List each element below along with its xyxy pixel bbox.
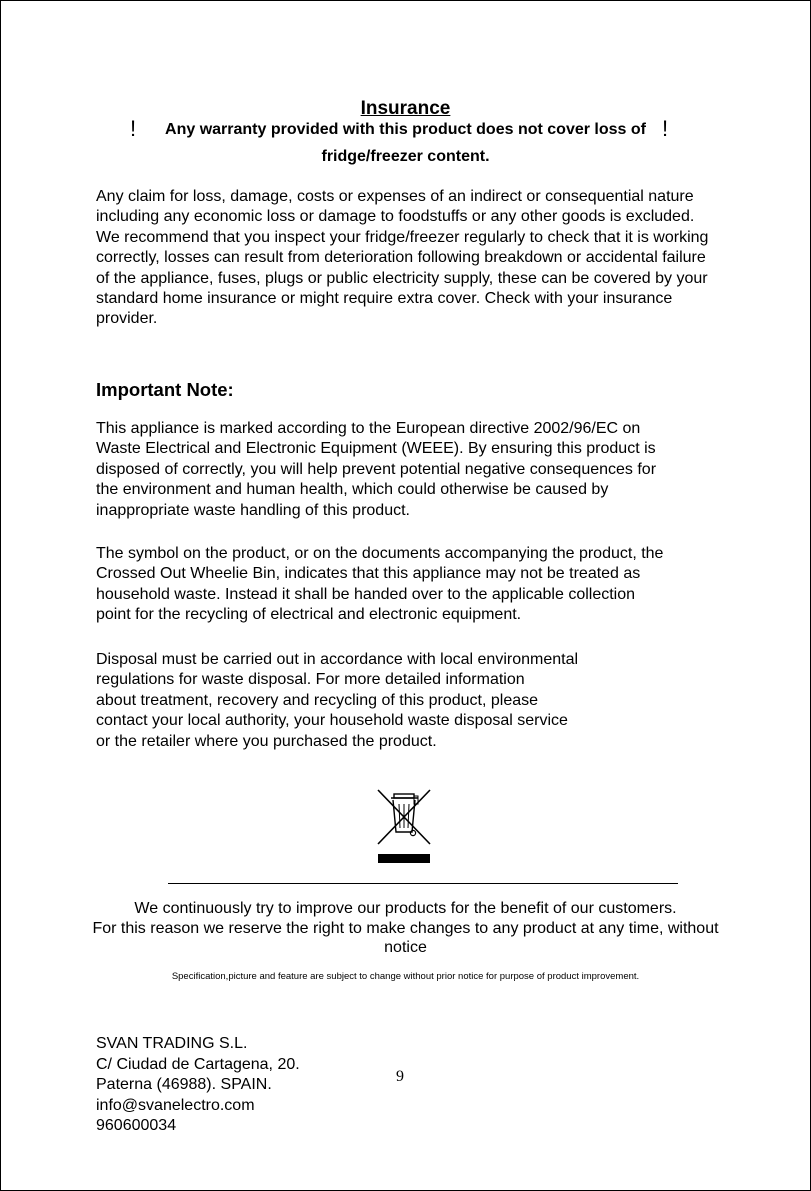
- divider-line: [168, 883, 678, 884]
- page-number: 9: [396, 1068, 404, 1085]
- crossed-out-wheelie-bin-icon: [374, 786, 434, 866]
- company-address: SVAN TRADING S.L. C/ Ciudad de Cartagena, 20. Paterna (46988). SPAIN. info@svanelectro.com 960600034: [96, 1035, 300, 1134]
- improve-line1: We continuously try to improve our products for the benefit of our customers.: [134, 900, 677, 917]
- disposal-paragraph: Disposal must be carried out in accordance with local environmental regulations for waste disposal. For more detailed information about treatment, recovery and recycling of this product, please contact your local authority, your household waste disposal service or the retailer where you purchased the product.: [96, 651, 579, 750]
- exclamation-left: !: [130, 116, 137, 141]
- warranty-warning-line1: Any warranty provided with this product does not cover loss of: [165, 121, 646, 138]
- improve-line3: notice: [384, 939, 427, 956]
- improve-line2: For this reason we reserve the right to make changes to any product at any time, without: [92, 920, 719, 937]
- insurance-paragraph: Any claim for loss, damage, costs or expenses of an indirect or consequential nature including any economic loss or damage to foodstuffs or any other goods is excluded. We recommend that you inspect your fridge/freezer regularly to check that it is working correctly, losses can result from deterioration following breakdown or accidental failure of the appliance, fuses, plugs or public electricity supply, these can be covered by your standard home insurance or might require extra cover. Check with your insurance provider.: [96, 188, 709, 328]
- weee-paragraph: This appliance is marked according to the European directive 2002/96/EC on Waste Electrical and Electronic Equipment (WEEE). By ensuring this product is disposed of correctly, you will help prevent potential negative consequences for the environment and human health, which could otherwise be caused by inappropriate waste handling of this product.: [96, 420, 657, 519]
- important-note-heading: Important Note:: [96, 379, 234, 400]
- warranty-warning: [0, 116, 811, 141]
- specification-note: Specification,picture and feature are subject to change without prior notice for purpose of product improvement.: [171, 971, 640, 982]
- symbol-paragraph: The symbol on the product, or on the documents accompanying the product, the Crossed Out Wheelie Bin, indicates that this appliance may not be treated as household waste. Instead it shall be handed over to the applicable collection point for the recycling of electrical and electronic equipment.: [96, 545, 664, 624]
- insurance-title: Insurance: [360, 98, 451, 119]
- warranty-warning-line2: fridge/freezer content.: [321, 148, 490, 165]
- exclamation-right: !: [662, 116, 669, 141]
